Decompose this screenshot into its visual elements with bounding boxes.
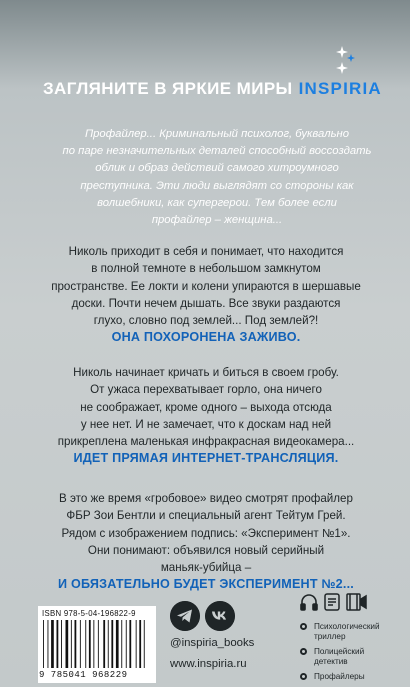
story-line: Николь начинает кричать и биться в своем гробу. bbox=[73, 366, 339, 379]
intro-line: преступника. Эти люди выглядят со стороны как bbox=[80, 179, 354, 192]
format-icons bbox=[300, 592, 372, 612]
story-block-1 bbox=[34, 243, 378, 347]
bullet-icon bbox=[300, 673, 307, 680]
vk-icon[interactable] bbox=[205, 601, 235, 631]
intro-line: облик и образ действий самого хитроумного bbox=[95, 162, 339, 175]
story-line: прикреплена маленькая инфракрасная видеокамера... bbox=[57, 435, 355, 449]
bullet-icon bbox=[300, 623, 307, 630]
headline-text: ЗАГЛЯНИТЕ В ЯРКИЕ МИРЫ bbox=[43, 79, 293, 98]
telegram-icon[interactable] bbox=[170, 601, 200, 631]
isbn-label: ISBN 978-5-04-196822-9 bbox=[42, 609, 136, 618]
story-accent: И ОБЯЗАТЕЛЬНО БУДЕТ ЭКСПЕРИМЕНТ №2... bbox=[58, 577, 354, 592]
isbn-barcode-box bbox=[38, 606, 156, 683]
film-icon bbox=[347, 594, 366, 610]
genre-label: Полицейский детектив bbox=[314, 647, 365, 666]
genre-item bbox=[300, 647, 400, 666]
genre-label: Профайлеры bbox=[314, 672, 365, 682]
story-line: От ужаса перехватывает горло, она ничего bbox=[90, 383, 322, 397]
intro-line: профайлер – женщина... bbox=[151, 214, 283, 227]
intro-line: волшебники, как супергерои. Тем более если bbox=[97, 196, 337, 209]
genre-item bbox=[300, 622, 400, 641]
series-headline bbox=[43, 79, 383, 99]
intro-line: по паре незначительных деталей способный воссоздать bbox=[62, 145, 372, 158]
brand-name: INSPIRIA bbox=[298, 79, 382, 98]
genre-list bbox=[300, 622, 400, 687]
barcode-digits: 9 785041 968229 bbox=[39, 670, 128, 680]
story-line: маньяк-убийца – bbox=[160, 561, 252, 575]
genre-item bbox=[300, 672, 400, 682]
intro-paragraph bbox=[58, 126, 376, 229]
story-block-2 bbox=[34, 364, 378, 468]
story-line: не соображает, кроме одного – выхода отсюда bbox=[80, 400, 332, 414]
story-line: доски. Почти нечем дышать. Все звуки раздаются bbox=[71, 296, 341, 310]
social-handle[interactable]: @inspiria_books bbox=[170, 637, 255, 649]
story-line: глухо, словно под землей... Под землей?! bbox=[93, 314, 319, 328]
barcode bbox=[42, 620, 152, 668]
sparkles-icon bbox=[336, 46, 358, 74]
story-line: Они понимают: объявился новый серийный bbox=[87, 543, 325, 557]
story-line: Рядом с изображением подпись: «Эксперимент №1». bbox=[61, 526, 351, 540]
story-accent: ИДЕТ ПРЯМАЯ ИНТЕРНЕТ-ТРАНСЛЯЦИЯ. bbox=[73, 451, 339, 466]
website-link[interactable]: www.inspiria.ru bbox=[170, 658, 247, 670]
ebook-icon bbox=[325, 594, 339, 610]
story-line: В это же время «гробовое» видео смотрят профайлер bbox=[59, 492, 353, 505]
intro-line: Профайлер... Криминальный психолог, буквально bbox=[84, 128, 350, 140]
story-line: у нее нет. И не замечает, что к доскам над ней bbox=[80, 417, 332, 431]
story-block-3 bbox=[34, 490, 378, 594]
story-accent: ОНА ПОХОРОНЕНА ЗАЖИВО. bbox=[111, 330, 301, 345]
story-line: Николь приходит в себя и понимает, что находится bbox=[68, 245, 344, 258]
story-line: ФБР Зои Бентли и специальный агент Тейтум Грей. bbox=[66, 509, 346, 523]
story-line: пространстве. Ее локти и колени упираются в шершавые bbox=[51, 279, 361, 293]
bullet-icon bbox=[300, 648, 307, 655]
genre-label: Психологический триллер bbox=[314, 622, 380, 641]
story-line: в полной темноте в небольшом замкнутом bbox=[91, 262, 321, 276]
audiobook-icon bbox=[301, 595, 317, 610]
